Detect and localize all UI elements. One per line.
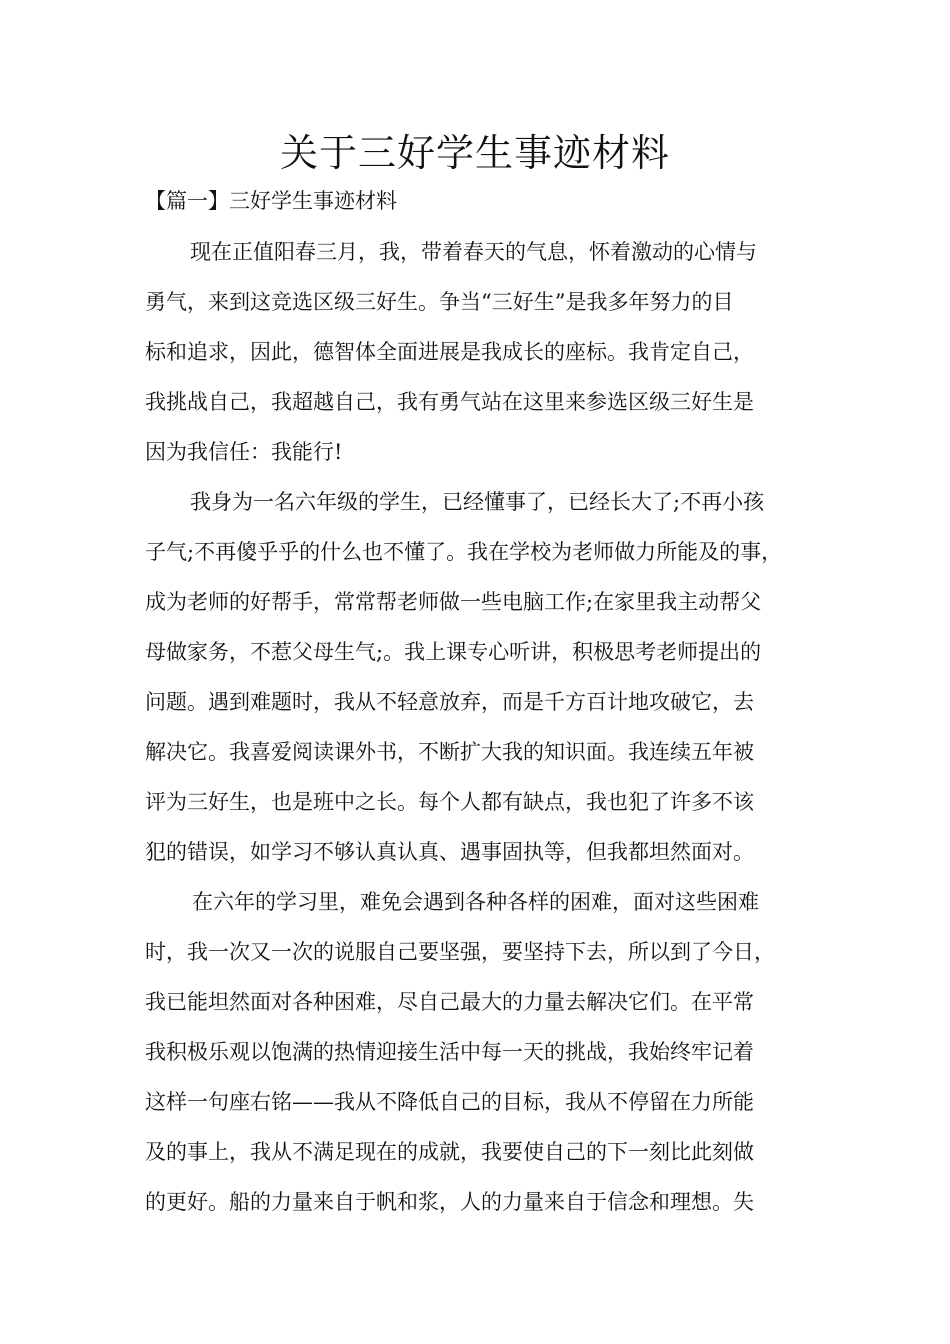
paragraph-line: 母做家务，不惹父母生气;。我上课专心听讲，积极思考老师提出的 [145,640,762,664]
paragraph-line: 因为我信任：我能行! [145,440,343,464]
paragraph-line: 现在正值阳春三月，我，带着春天的气息，怀着激动的心情与 [190,240,757,264]
section-heading: 【篇一】三好学生事迹材料 [145,189,397,213]
paragraph-line: 的更好。船的力量来自于帆和浆，人的力量来自于信念和理想。失 [145,1190,754,1214]
paragraph-line: 我积极乐观以饱满的热情迎接生活中每一天的挑战，我始终牢记着 [145,1040,754,1064]
paragraph-line: 勇气，来到这竞选区级三好生。争当“三好生”是我多年努力的目 [145,290,734,314]
paragraph-line: 及的事上，我从不满足现在的成就，我要使自己的下一刻比此刻做 [145,1140,754,1164]
paragraph-line: 成为老师的好帮手，常常帮老师做一些电脑工作;在家里我主动帮父 [145,590,762,614]
paragraph-line: 评为三好生，也是班中之长。每个人都有缺点，我也犯了许多不该 [145,790,754,814]
paragraph-line: 我已能坦然面对各种困难，尽自己最大的力量去解决它们。在平常 [145,990,754,1014]
paragraph-line: 子气;不再傻乎乎的什么也不懂了。我在学校为老师做力所能及的事， [145,540,783,564]
paragraph-line: 这样一句座右铭——我从不降低自己的目标，我从不停留在力所能 [145,1090,754,1114]
document-title: 关于三好学生事迹材料 [279,131,670,175]
paragraph-line: 我身为一名六年级的学生，已经懂事了，已经长大了;不再小孩 [190,490,765,514]
paragraph-line: 在六年的学习里，难免会遇到各种各样的困难，面对这些困难 [192,890,759,914]
paragraph-line: 问题。遇到难题时，我从不轻意放弃，而是千方百计地攻破它，去 [145,690,754,714]
paragraph-line: 时，我一次又一次的说服自己要坚强，要坚持下去，所以到了今日， [145,940,775,964]
paragraph-line: 我挑战自己，我超越自己，我有勇气站在这里来参选区级三好生是 [145,390,754,414]
paragraph-line: 犯的错误，如学习不够认真认真、遇事固执等，但我都坦然面对。 [145,840,754,864]
paragraph-line: 标和追求，因此，德智体全面进展是我成长的座标。我肯定自己， [145,340,754,364]
paragraph-line: 解决它。我喜爱阅读课外书，不断扩大我的知识面。我连续五年被 [145,740,754,764]
